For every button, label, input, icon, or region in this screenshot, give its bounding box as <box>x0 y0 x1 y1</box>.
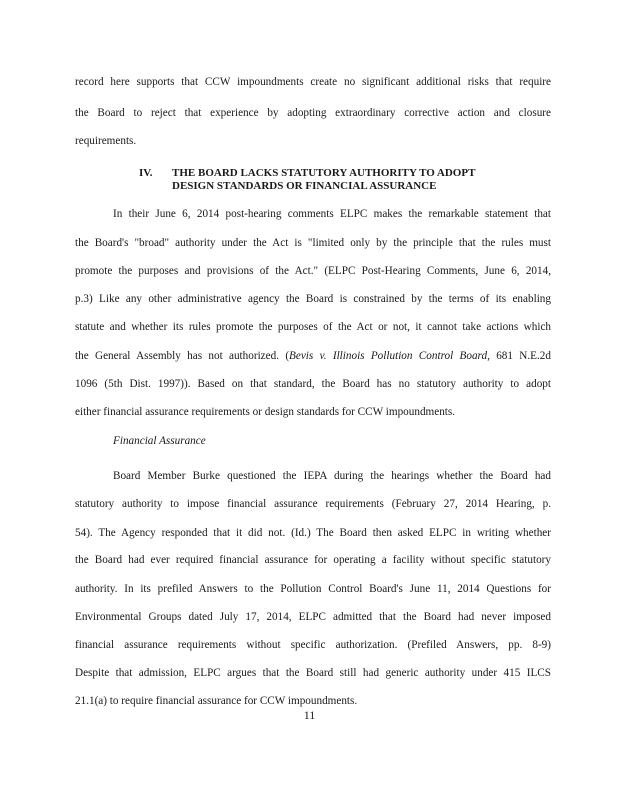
body-line-citation <box>75 349 551 363</box>
body-line: requirements. <box>75 135 137 147</box>
body-line: statutory authority to impose financial assurance requirements (February 27, 2014 Hearing, p. <box>75 498 551 510</box>
page-number: 11 <box>303 708 316 722</box>
body-line: Despite that admission, ELPC argues that the Board still had generic authority under 415 ILCS <box>75 667 551 679</box>
body-line: promote the purposes and provisions of the Act." (ELPC Post-Hearing Comments, June 6, 2014, <box>75 265 551 277</box>
body-line: the Board's "broad" authority under the Act is "limited only by the principle that the rules must <box>75 237 551 249</box>
citation-reporter: , 681 N.E.2d <box>487 350 551 362</box>
body-line: p.3) Like any other administrative agency the Board is constrained by the terms of its enabling <box>75 293 551 305</box>
body-line: Environmental Groups dated July 17, 2014, ELPC admitted that the Board had never imposed <box>75 611 551 623</box>
section-number: IV. <box>139 167 153 179</box>
body-line: Board Member Burke questioned the IEPA during the hearings whether the Board had <box>113 470 551 482</box>
section-heading <box>139 167 551 180</box>
body-line: 1096 (5th Dist. 1997)). Based on that standard, the Board has no statutory authority to adopt <box>75 378 551 390</box>
section-heading-line-1: THE BOARD LACKS STATUTORY AUTHORITY TO ADOPT <box>172 167 476 179</box>
body-line: either financial assurance requirements or design standards for CCW impoundments. <box>75 406 456 418</box>
body-line: 21.1(a) to require financial assurance for CCW impoundments. <box>75 695 358 707</box>
section-heading-line-2: DESIGN STANDARDS OR FINANCIAL ASSURANCE <box>172 180 437 192</box>
citation-lead: the General Assembly has not authorized. ( <box>75 350 290 362</box>
body-line: the Board had ever required financial assurance for operating a facility without specific statutory <box>75 554 551 566</box>
body-line: authority. In its prefiled Answers to the Pollution Control Board's June 11, 2014 Questions for <box>75 583 551 595</box>
case-name: Bevis v. Illinois Pollution Control Board <box>289 350 488 362</box>
body-line: financial assurance requirements without specific authorization. (Prefiled Answers, pp. 8-9) <box>75 639 551 651</box>
body-line: record here supports that CCW impoundments create no significant additional risks that require <box>75 76 551 88</box>
body-line: the Board to reject that experience by adopting extraordinary corrective action and closure <box>75 107 551 119</box>
body-line: statute and whether its rules promote the purposes of the Act or not, it cannot take actions which <box>75 321 551 333</box>
body-line: In their June 6, 2014 post-hearing comments ELPC makes the remarkable statement that <box>113 208 551 220</box>
body-line: 54). The Agency responded that it did not. (Id.) The Board then asked ELPC in writing whether <box>75 527 551 539</box>
subheading: Financial Assurance <box>113 435 206 447</box>
